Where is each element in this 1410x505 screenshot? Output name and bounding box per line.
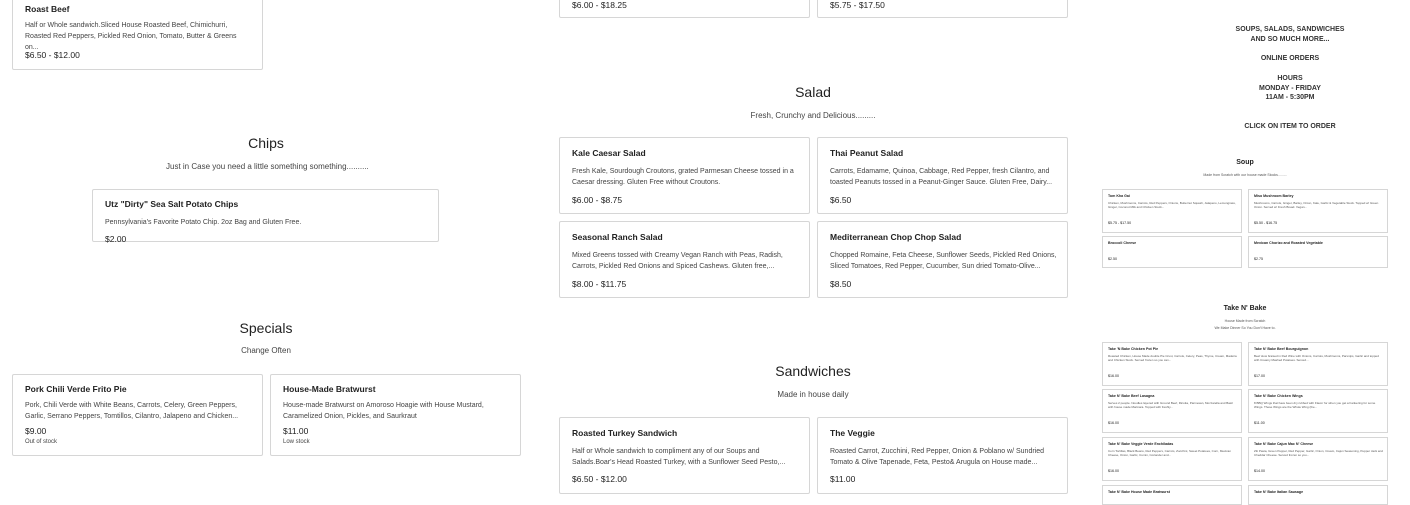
section-title-sandwiches: Sandwiches <box>775 363 851 379</box>
menu-item-price: $5.75 - $17.50 <box>1108 221 1132 225</box>
menu-item-price: $2.50 <box>1108 257 1117 261</box>
menu-item-name: Kale Caesar Salad <box>572 148 646 158</box>
menu-item-price: $16.00 <box>1108 374 1119 378</box>
preview-item-beef-bourguignon[interactable] <box>1248 342 1388 386</box>
preview-item-cajun-mac-cheese[interactable] <box>1248 437 1388 481</box>
menu-item-name: Thai Peanut Salad <box>830 148 904 158</box>
hours-days: MONDAY - FRIDAY <box>1259 84 1321 92</box>
section-subtitle-specials: Change Often <box>241 346 291 355</box>
menu-item-desc: 8 BBQ Wings that have been dry rubbed with Flavor for when you get a hankering for some Wings. These Wings are the Whole Wing (the... <box>1254 401 1376 410</box>
menu-item-price: $11.00 <box>283 426 309 436</box>
menu-item-name: Take N' Bake Italian Sausage <box>1254 490 1304 494</box>
preview-subtitle-bake-2: We Make Dinner So You Don't Have to. <box>1214 326 1276 330</box>
menu-item-desc: Pork, Chili Verde with White Beans, Carrots, Celery, Green Peppers, Garlic, Serrano Peppers, Tomtillos, Cilantro, Jalapeno and Chicken... <box>25 402 239 420</box>
menu-item-price: $8.50 <box>830 279 852 289</box>
preview-item-house-made-bratwurst[interactable] <box>1102 485 1242 505</box>
menu-item-name: Take N' Bake Beef Bourguignon <box>1254 347 1309 351</box>
menu-item-desc: Half or Whole sandwich.Sliced House Roasted Beef, Chimichurri, Roasted Red Peppers, Pickled Red Onion, Tomato, Butter & Greens on... <box>25 22 237 51</box>
menu-item-card[interactable] <box>817 0 1068 18</box>
preview-item-chicken-pot-pie[interactable] <box>1102 342 1242 386</box>
section-title-specials: Specials <box>239 320 293 336</box>
menu-item-price: $2.75 <box>1254 257 1263 261</box>
menu-item-the-veggie[interactable] <box>817 417 1068 494</box>
menu-item-price: $6.50 <box>830 195 852 205</box>
menu-item-seasonal-ranch-salad[interactable] <box>559 221 810 298</box>
stock-status: Out of stock <box>25 439 58 445</box>
menu-item-roast-beef[interactable] <box>12 0 263 70</box>
menu-item-price: $5.50 - $16.75 <box>1254 221 1278 225</box>
menu-item-desc: Ziti Pasta, Green Pepper, Red Pepper, Garlic, Onion, Cream, Cajun Seasoning, Pepper Jack and Cheddar Cheese. Served frozen so you... <box>1254 449 1383 458</box>
menu-item-price: $2.00 <box>105 234 127 244</box>
menu-item-price: $11.00 <box>1254 421 1265 425</box>
menu-item-utz-chips[interactable] <box>92 189 439 242</box>
menu-item-price: $8.00 - $11.75 <box>572 279 627 289</box>
menu-item-name: Roast Beef <box>25 4 70 14</box>
preview-subtitle-soup: Made from Scratch with our house made Stocks......... <box>1203 173 1287 177</box>
preview-item-beef-lasagna[interactable] <box>1102 389 1242 433</box>
hours-block <box>1170 74 1410 103</box>
preview-item-chicken-wings[interactable] <box>1248 389 1388 433</box>
menu-item-desc: Roasted Chicken, House Made double Pie Crust, Carrots, Celery, Peas, Thyme, Cream, Madeira and Chicken Stock. Served frozen so you can... <box>1108 354 1237 363</box>
menu-item-mediterranean-chop-salad[interactable] <box>817 221 1068 298</box>
menu-item-name: Mexican Chorizo and Roasted Vegetable <box>1254 241 1323 245</box>
menu-item-kale-caesar-salad[interactable] <box>559 137 810 214</box>
menu-item-name: House-Made Bratwurst <box>283 384 376 394</box>
menu-item-price: $6.00 - $18.25 <box>572 0 627 10</box>
menu-item-name: Take N' Bake Cajun Mac N' Cheese <box>1254 442 1314 446</box>
menu-item-desc: Mixed Greens tossed with Creamy Vegan Ranch with Peas, Radish, Carrots, Pickled Red Onions and Spiced Cashews. Gluten free,... <box>572 252 783 270</box>
section-subtitle-sandwiches: Made in house daily <box>777 390 849 399</box>
menu-item-price: $14.00 <box>1254 469 1265 473</box>
menu-item-name: Miso Mushroom Barley <box>1254 194 1294 198</box>
menu-item-name: Seasonal Ranch Salad <box>572 232 663 242</box>
menu-item-roasted-turkey-sandwich[interactable] <box>559 417 810 494</box>
menu-item-name: Mediterranean Chop Chop Salad <box>830 232 962 242</box>
menu-item-name: Roasted Turkey Sandwich <box>572 428 678 438</box>
preview-item-broccoli-cheese[interactable] <box>1102 236 1242 268</box>
menu-item-house-made-bratwurst[interactable] <box>270 374 521 456</box>
menu-item-price: $11.00 <box>830 474 856 484</box>
section-title-chips: Chips <box>248 135 284 151</box>
menu-item-card[interactable] <box>559 0 810 18</box>
menu-item-name: Take N' Bake Veggie Verde Enchiladas <box>1108 442 1174 446</box>
preview-title-bake: Take N' Bake <box>1223 305 1267 312</box>
menu-item-name: Take N' Bake Chicken Wings <box>1254 394 1303 398</box>
menu-item-desc: Half or Whole sandwich to compliment any of our Soups and Salads.Boar's Head Roasted Turkey, with a Sunflower Seed Pesto,... <box>572 448 786 466</box>
online-orders-label: ONLINE ORDERS <box>1260 55 1320 62</box>
preview-item-veggie-verde-enchiladas[interactable] <box>1102 437 1242 481</box>
menu-item-desc: Corn Tortillas, Black Beans, Red Peppers, Carrots, Zucchini, Sweet Potatoes, Corn, Mexican Cheese, Onion, Garlic, Cumin, Coriander and... <box>1108 449 1231 458</box>
menu-item-desc: Pennsylvania's Favorite Potato Chip. 2oz Bag and Gluten Free. <box>105 219 302 226</box>
section-subtitle-salad: Fresh, Crunchy and Delicious......... <box>750 111 876 120</box>
menu-item-price: $9.00 <box>25 426 47 436</box>
menu-item-pork-chili-verde[interactable] <box>12 374 263 456</box>
menu-item-price: $5.75 - $17.50 <box>830 0 885 10</box>
menu-item-name: The Veggie <box>830 428 875 438</box>
menu-item-desc: House-made Bratwurst on Amoroso Hoagie with House Mustard, Caramelized Onion, Pickles, and Saurkraut <box>283 402 484 420</box>
menu-item-thai-peanut-salad[interactable] <box>817 137 1068 214</box>
menu-item-name: Utz "Dirty" Sea Salt Potato Chips <box>105 199 239 209</box>
menu-item-price: $17.00 <box>1254 374 1265 378</box>
tagline-line-1: SOUPS, SALADS, SANDWICHES <box>1235 26 1345 33</box>
menu-item-price: $16.00 <box>1108 421 1119 425</box>
section-subtitle-chips: Just in Case you need a little something something.......... <box>166 162 369 171</box>
preview-item-mexican-chorizo[interactable] <box>1248 236 1388 268</box>
tagline <box>1170 25 1410 44</box>
menu-item-price: $6.50 - $12.00 <box>25 50 80 60</box>
stock-status: Low stock <box>283 439 310 445</box>
menu-item-name: Take N' Bake Beef Lasagna <box>1108 394 1155 398</box>
menu-item-price: $6.00 - $8.75 <box>572 195 623 205</box>
preview-title-soup: Soup <box>1236 159 1254 166</box>
preview-item-italian-sausage[interactable] <box>1248 485 1388 505</box>
menu-item-desc: Mushrooms, Carrots, Ginger, Barley, Onion, Kale, Garlic & Vegetable Stock. Topped w/ Green Onion. Served w/ Fresh Bread. Vegan... <box>1254 201 1379 210</box>
hours-label: HOURS <box>1277 75 1303 82</box>
tagline-line-2: AND SO MUCH MORE... <box>1250 35 1330 43</box>
section-title-salad: Salad <box>795 84 831 100</box>
menu-item-price: $16.00 <box>1108 469 1119 473</box>
menu-item-desc: Chicken, Mushrooms, Carrots, Red Peppers, Onions, Butternut Squash, Jalapeno, Lemongrass, Ginger, Coconut Milk and Chicken Stock... <box>1108 201 1236 210</box>
menu-item-desc: Fresh Kale, Sourdough Croutons, grated Parmesan Cheese tossed in a Caesar dressing. Gluten Free without Croutons. <box>572 168 794 186</box>
menu-item-name: Pork Chili Verde Frito Pie <box>25 384 127 394</box>
order-cta[interactable]: CLICK ON ITEM TO ORDER <box>1244 123 1336 130</box>
menu-item-desc: Serves 2 people. Noodles layered with Ground Beef, Ricotta, Parmesan, Mozzarella and Basil with house made Marinara. Topped with freshly... <box>1108 401 1233 410</box>
menu-item-price: $6.50 - $12.00 <box>572 474 627 484</box>
menu-item-desc: Carrots, Edamame, Quinoa, Cabbage, Red Pepper, fresh Cilantro, and toasted Peanuts tossed in a Peanut-Ginger Sauce. Gluten Free, Dairy... <box>830 168 1053 186</box>
menu-item-desc: Chopped Romaine, Feta Cheese, Sunflower Seeds, Pickled Red Onions, Sliced Tomatoes, Red Pepper, Cucumber, Sun dried Tomato-Olive... <box>830 252 1057 270</box>
preview-subtitle-bake-1: House Made from Scratch <box>1224 319 1266 323</box>
hours-time: 11AM - 5:30PM <box>1265 94 1315 101</box>
menu-item-name: Take 'N Bake Chicken Pot Pie <box>1108 347 1159 351</box>
menu-item-name: Tom Kha Gai <box>1108 194 1130 198</box>
preview-item-miso-mushroom-barley[interactable] <box>1248 189 1388 233</box>
menu-item-desc: Roasted Carrot, Zucchini, Red Pepper, Onion & Poblano w/ Sundried Tomato & Olive Tapenade, Feta, Pesto& Arugula on House made... <box>830 448 1045 466</box>
menu-item-desc: Beef slow braised in Red Wine with Onions, Carrots, Mushrooms, Parsnips, Garlic and topped with Creamy Mashed Potatoes. Served... <box>1254 354 1379 363</box>
menu-item-name: Take N' Bake House Made Bratwurst <box>1108 490 1170 494</box>
menu-item-name: Broccoli Cheese <box>1108 241 1137 245</box>
preview-item-tom-kha-gai[interactable] <box>1102 189 1242 233</box>
